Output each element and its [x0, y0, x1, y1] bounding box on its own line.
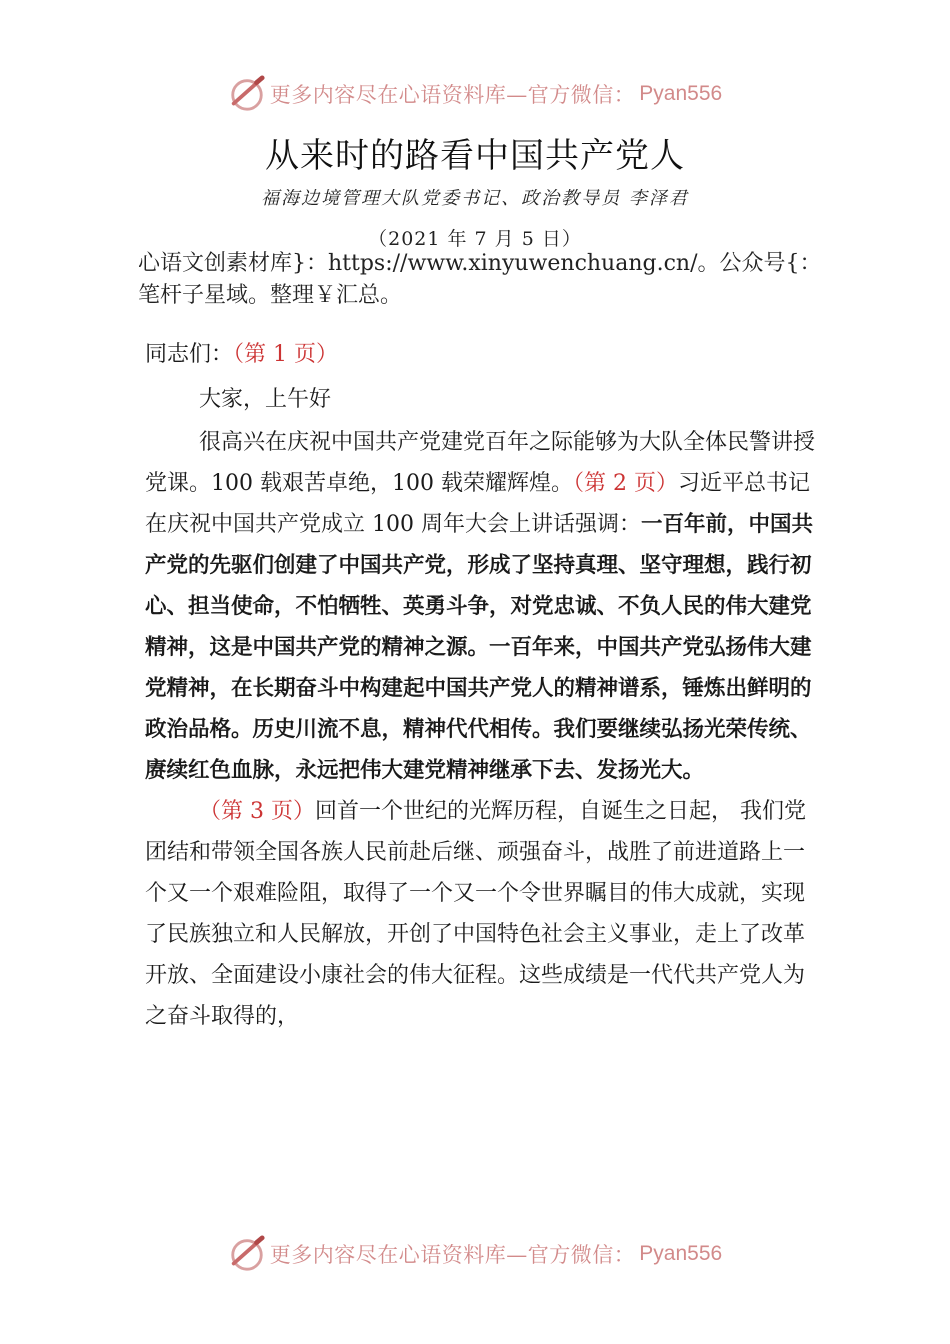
page-marker-2: （第 2 页） — [572, 471, 678, 496]
paragraph-1 — [145, 422, 825, 791]
header-banner-text: 更多内容尽在心语资料库—官方微信： — [269, 83, 636, 107]
paragraph-2 — [145, 791, 825, 1037]
paragraph-1-quote: 一百年前，中国共产党的先驱们创建了中国共产党，形成了坚持真理、坚守理想，践行初心、担当使命，不怕牺牲、英勇斗争，对党忠诚、不负人民的伟大建党精神，这是中国共产党的精神之源。一百年来，中国共产党弘扬伟大建党精神，在长期奋斗中构建起中国共产党人的精神谱系，锤炼出鲜明的政治品格。历史川流不息，精神代代相传。我们要继续弘扬光荣传统、赓续红色血脉，永远把伟大建党精神继承下去、发扬光大。 — [145, 512, 813, 783]
footer-banner-wechat: Pyan556 — [639, 1242, 723, 1265]
header-banner — [0, 72, 950, 116]
document-body — [145, 334, 825, 1037]
header-banner-wechat: Pyan556 — [639, 82, 723, 105]
page-marker-3: （第 3 页） — [199, 799, 315, 824]
document-date: （2021 年 7 月 5 日） — [368, 228, 582, 250]
source-note: 心语文创素材库}：https://www.xinyuwenchuang.cn/。公众号{：笔杆子星域。整理￥汇总。 — [138, 251, 822, 308]
brush-logo-icon — [228, 75, 266, 113]
paragraph-2-text: 回首一个世纪的光辉历程，自诞生之日起， 我们党团结和带领全国各族人民前赴后继、顽强奋斗，战胜了前进道路上一个又一个艰难险阻，取得了一个又一个令世界瞩目的伟大成就，实现了民族独立和人民解放，开创了中国特色社会主义事业，走上了改革开放、全面建设小康社会的伟大征程。这些成绩是一代代共产党人为之奋斗取得的， — [145, 799, 806, 1029]
footer-banner — [0, 1232, 950, 1276]
footer-banner-text: 更多内容尽在心语资料库—官方微信： — [269, 1243, 636, 1267]
greeting: 大家，上午好 — [199, 387, 332, 412]
brush-logo-icon — [228, 1235, 266, 1273]
paragraph-1-intro: 很高兴在庆祝中国共产党建党百年之际能够为大队全体民警讲授党课。100 载艰苦卓绝，100 载荣耀辉煌。 — [145, 430, 816, 496]
document-author: 福海边境管理大队党委书记、政治教导员 李泽君 — [261, 188, 689, 209]
paragraph-1-lead: 习近平总书记在庆祝中国共产党成立 100 周年大会上讲话强调： — [145, 471, 810, 537]
document-title: 从来时的路看中国共产党人 — [265, 136, 685, 176]
page-marker-1: （第 1 页） — [233, 342, 338, 367]
salutation-line — [145, 334, 825, 375]
salutation: 同志们： — [145, 342, 234, 367]
